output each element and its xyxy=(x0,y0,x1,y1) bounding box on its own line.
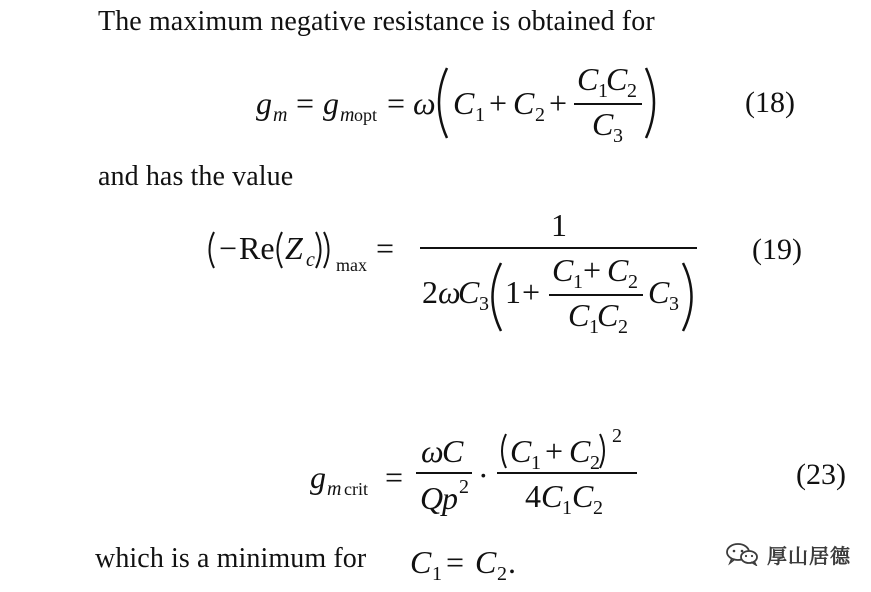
eq18-number: (18) xyxy=(745,86,795,119)
final-c1-sub: 1 xyxy=(432,563,442,585)
eq23-den-q: Q xyxy=(420,480,444,516)
eq23-num-c: C xyxy=(442,433,464,469)
eq19-inner-den-c2-sub: 2 xyxy=(618,316,628,338)
eq19-outer-left-paren xyxy=(210,232,215,268)
eq18-c2-sub: 2 xyxy=(535,104,545,126)
eq19-den-omega: ω xyxy=(438,274,461,310)
eq19-den-two: 2 xyxy=(422,274,438,310)
final-c2: C xyxy=(475,544,497,580)
eq18-equals-2: = xyxy=(387,85,406,121)
eq19-re: Re xyxy=(239,230,275,266)
eq23-equals: = xyxy=(385,459,404,495)
final-c1: C xyxy=(410,544,432,580)
eq23-den-c2-sub: 2 xyxy=(593,497,603,519)
eq23-num-c1: C xyxy=(510,433,532,469)
eq23-num-c2: C xyxy=(569,433,591,469)
eq23-den-c2: C xyxy=(572,478,594,514)
paragraph-maximum-negative-resistance: The maximum negative resistance is obtained for xyxy=(98,6,655,37)
eq23-num-left-paren xyxy=(502,434,506,468)
eq23-dot: · xyxy=(478,457,489,493)
eq19-den-c3-sub: 3 xyxy=(479,293,489,315)
final-c2-sub: 2 xyxy=(497,563,507,585)
eq23-den-p: p xyxy=(442,480,458,516)
eq19-inner-num-plus: + xyxy=(583,252,602,288)
eq18-num-c2-sub: 2 xyxy=(627,80,637,102)
eq19-inner-num-c2-sub: 2 xyxy=(628,271,638,293)
eq19-den-left-paren xyxy=(493,263,502,331)
eq23-sub-m: m xyxy=(327,478,342,500)
wechat-icon xyxy=(725,542,759,566)
final-equals: = xyxy=(446,544,465,580)
eq19-z: Z xyxy=(285,230,303,266)
eq18-left-paren xyxy=(439,68,447,138)
eq19-minus: − xyxy=(219,230,238,266)
eq18-den-c3-sub: 3 xyxy=(613,125,623,147)
eq19-equals: = xyxy=(376,230,395,266)
eq19-number: (19) xyxy=(752,233,802,266)
eq19-den-one: 1 xyxy=(505,274,521,310)
eq19-den-right-paren xyxy=(683,263,692,331)
eq23-num-right-paren xyxy=(600,434,604,468)
eq19-den-c3-after-sub: 3 xyxy=(669,293,679,315)
eq23-num-plus: + xyxy=(545,433,564,469)
eq19-numerator: 1 xyxy=(551,207,567,243)
eq19-den-plus: + xyxy=(522,274,541,310)
final-period: . xyxy=(508,544,516,580)
eq18-num-c1: C xyxy=(577,61,599,97)
eq23-den-exp: 2 xyxy=(459,476,469,498)
eq18-g: g xyxy=(256,85,272,121)
eq23-den-c1-sub: 1 xyxy=(562,497,572,519)
eq23-den-c1: C xyxy=(541,478,563,514)
eq19-inner-num-c1-sub: 1 xyxy=(573,271,583,293)
equation-19 xyxy=(210,207,802,338)
eq19-max-sub: max xyxy=(336,255,367,275)
eq18-plus-1: + xyxy=(489,85,508,121)
eq23-sub-crit: crit xyxy=(344,479,368,499)
eq18-sub-m: m xyxy=(273,104,288,126)
eq18-num-c2: C xyxy=(606,61,628,97)
equation-23 xyxy=(310,425,846,519)
eq19-inner-left-paren xyxy=(278,232,283,268)
eq23-num-exp: 2 xyxy=(612,425,622,447)
eq19-outer-right-paren xyxy=(324,232,329,268)
eq23-g: g xyxy=(310,459,326,495)
eq19-inner-right-paren xyxy=(316,232,321,268)
eq19-inner-den-c1: C xyxy=(568,297,590,333)
eq19-inner-num-c1: C xyxy=(552,252,574,288)
eq23-num-c1-sub: 1 xyxy=(531,452,541,474)
eq18-g-opt: g xyxy=(323,85,339,121)
eq19-inner-den-c2: C xyxy=(597,297,619,333)
eq18-den-c3: C xyxy=(592,106,614,142)
eq18-plus-2: + xyxy=(549,85,568,121)
eq18-c1: C xyxy=(453,85,475,121)
eq18-omega: ω xyxy=(413,85,436,121)
watermark xyxy=(725,540,851,568)
eq18-sub-opt: opt xyxy=(354,105,378,125)
eq19-den-c3: C xyxy=(458,274,480,310)
eq19-z-sub: c xyxy=(306,249,315,271)
eq19-inner-den-c1-sub: 1 xyxy=(589,316,599,338)
watermark-text: 厚山居德 xyxy=(767,543,851,568)
eq23-den-four: 4 xyxy=(525,478,541,514)
eq23-num-c2-sub: 2 xyxy=(590,452,600,474)
eq18-equals-1: = xyxy=(296,85,315,121)
eq19-inner-num-c2: C xyxy=(607,252,629,288)
eq19-den-c3-after: C xyxy=(648,274,670,310)
eq18-c2: C xyxy=(513,85,535,121)
eq18-sub-m-opt: m xyxy=(340,104,355,126)
paragraph-which-is-a-minimum: which is a minimum for xyxy=(95,543,367,574)
eq18-num-c1-sub: 1 xyxy=(598,80,608,102)
inline-c1-equals-c2 xyxy=(410,544,516,585)
paragraph-and-has-the-value: and has the value xyxy=(98,161,294,192)
eq23-number: (23) xyxy=(796,458,846,491)
eq23-num-omega: ω xyxy=(421,433,444,469)
eq18-right-paren xyxy=(646,68,654,138)
equation-18 xyxy=(256,61,795,147)
eq18-c1-sub: 1 xyxy=(475,104,485,126)
